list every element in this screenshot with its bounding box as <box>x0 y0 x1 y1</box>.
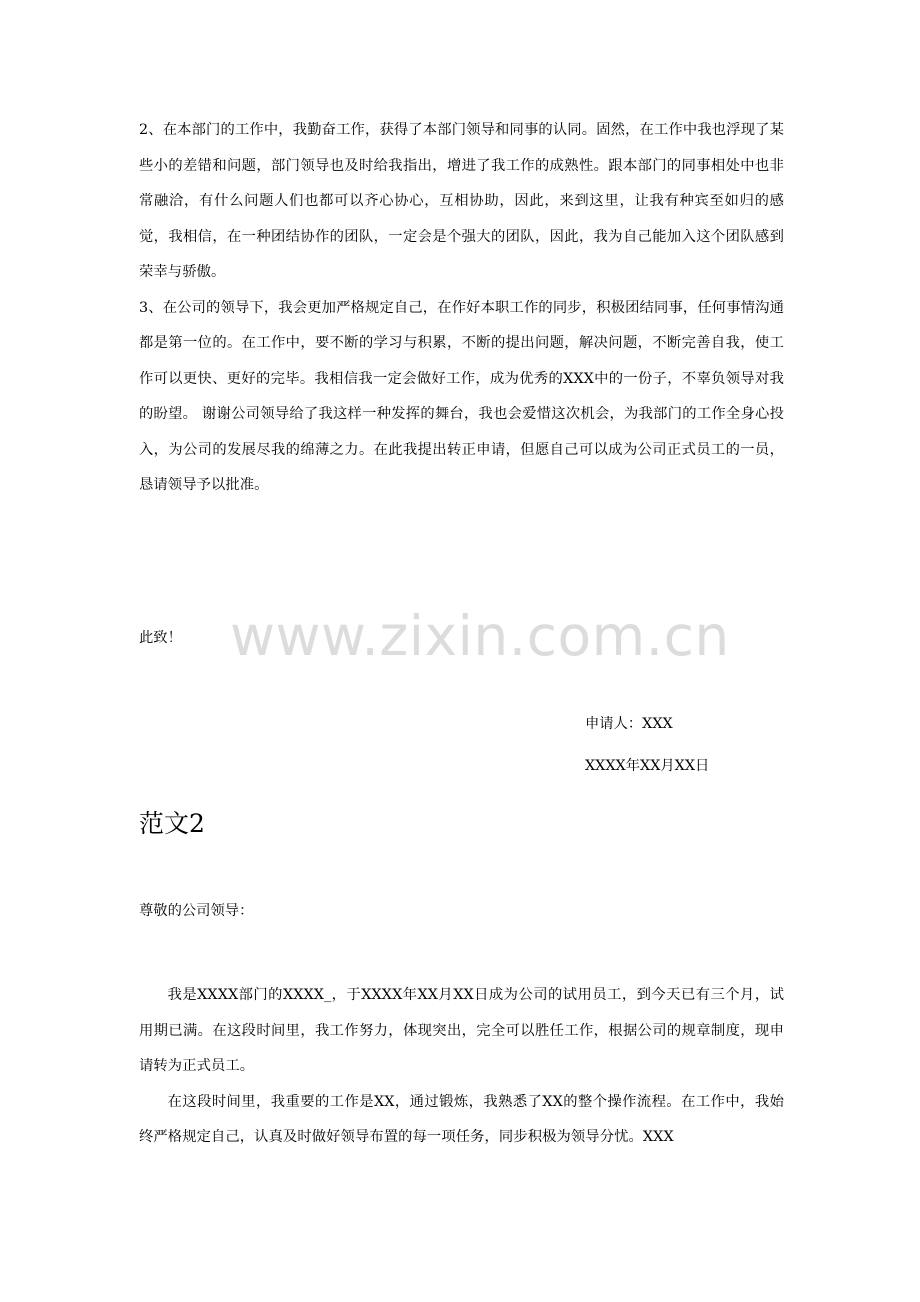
letter-salutation: 尊敬的公司领导： <box>139 903 254 919</box>
watermark-text: www.zixin.com.cn <box>230 604 730 668</box>
section1-body <box>139 113 784 504</box>
paragraph-intro: 我是XXXX部门的XXXX_，于XXXX年XX月XX日成为公司的试用员工，到今天已有三个月，试用期已满。在这段时间里，我工作努力，体现突出，完全可以胜任工作，根据公司的规章制度，现申请转为正式员工。 <box>139 987 784 1074</box>
closing-salutation: 此致！ <box>139 630 182 646</box>
sample-heading: 范文2 <box>139 809 205 838</box>
paragraph-item-2: 2、在本部门的工作中，我勤奋工作，获得了本部门领导和同事的认同。固然，在工作中我也浮现了某些小的差错和问题，部门领导也及时给我指出，增进了我工作的成熟性。跟本部门的同事相处中也非常融洽，有什么问题人们也都可以齐心协心，互相协助，因此，来到这里，让我有种宾至如归的感觉，我相信，在一种团结协作的团队，一定会是个强大的团队，因此，我为自己能加入这个团队感到荣幸与骄傲。 <box>139 122 784 280</box>
signature-date: XXXX年XX月XX日 <box>585 758 710 774</box>
paragraph-item-3: 3、在公司的领导下，我会更加严格规定自己，在作好本职工作的同步，积极团结同事，任何事情沟通都是第一位的。在工作中，要不断的学习与积累，不断的提出问题，解决问题，不断完善自我，使工作可以更快、更好的完毕。我相信我一定会做好工作，成为优秀的XXX中的一份子，不辜负领导对我的盼望。 谢谢公司领导给了我这样一种发挥的舞台，我也会爱惜这次机会，为我部门的工作全身心投入，为公司的发展尽我的绵薄之力。在此我提出转正申请，但愿自己可以成为公司正式员工的一员，恳请领导予以批准。 <box>139 299 784 493</box>
paragraph-work: 在这段时间里，我重要的工作是XX，通过锻炼，我熟悉了XX的整个操作流程。在工作中，我始终严格规定自己，认真及时做好领导布置的每一项任务，同步积极为领导分忧。XXX <box>139 1093 784 1145</box>
section2-body <box>139 978 784 1156</box>
applicant-signature: 申请人：XXX <box>585 716 673 732</box>
